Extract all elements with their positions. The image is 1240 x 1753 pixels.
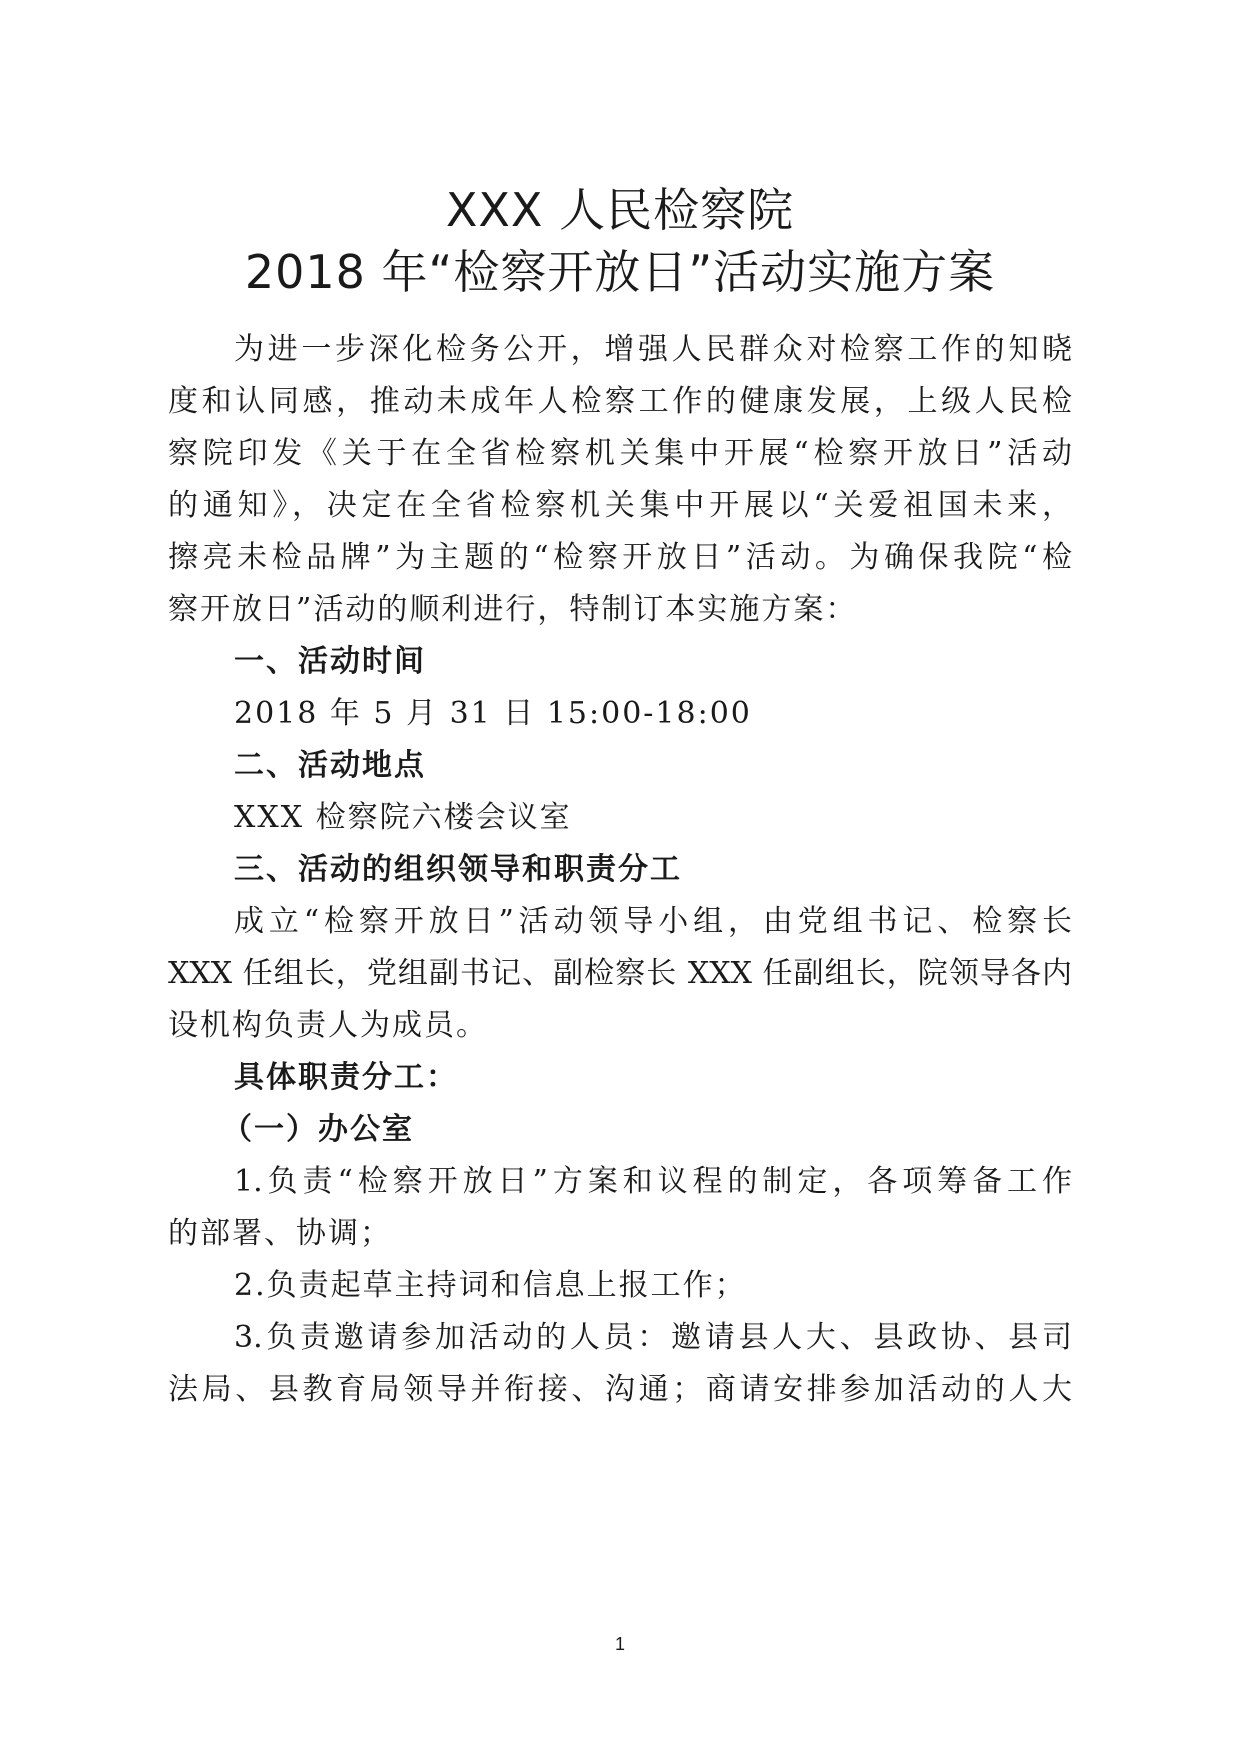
office-heading: （一）办公室 [222, 1112, 414, 1147]
duty-item-line: 的部署、协调； [168, 1216, 392, 1251]
duty-item-line: 法局、县教育局领导并衔接、沟通；商请安排参加活动的人大 [168, 1372, 1072, 1407]
intro-line: 擦亮未检品牌”为主题的“检察开放日”活动。为确保我院“检 [168, 540, 1072, 575]
page-number: 1 [614, 1634, 625, 1654]
section3-paragraph-line: 设机构负责人为成员。 [168, 1008, 488, 1043]
duty-item-line: 1.负责“检察开放日”方案和议程的制定，各项筹备工作 [234, 1164, 1072, 1199]
intro-line: 的通知》，决定在全省检察机关集中开展以“关爱祖国未来， [168, 488, 1072, 523]
activity-time: 2018 年 5 月 31 日 15:00-18:00 [234, 696, 752, 731]
intro-line: 察院印发《关于在全省检察机关集中开展“检察开放日”活动 [168, 436, 1072, 471]
duty-item-line: 2.负责起草主持词和信息上报工作； [234, 1268, 747, 1303]
section3-paragraph-line: XXX 任组长，党组副书记、副检察长 XXX 任副组长，院领导各内 [168, 956, 1072, 991]
document-title-line2: 2018 年“检察开放日”活动实施方案 [244, 245, 996, 299]
document-title-line1: XXX 人民检察院 [445, 183, 795, 237]
intro-line: 为进一步深化检务公开，增强人民群众对检察工作的知晓 [234, 332, 1072, 367]
section2-heading: 二、活动地点 [234, 748, 426, 783]
duty-item-line: 3.负责邀请参加活动的人员：邀请县人大、县政协、县司 [234, 1320, 1072, 1355]
duties-heading: 具体职责分工： [234, 1060, 458, 1095]
intro-line: 度和认同感，推动未成年人检察工作的健康发展，上级人民检 [168, 384, 1072, 419]
section1-heading: 一、活动时间 [234, 644, 426, 679]
intro-line: 察开放日”活动的顺利进行，特制订本实施方案： [168, 592, 858, 627]
section3-heading: 三、活动的组织领导和职责分工 [234, 852, 682, 887]
section3-paragraph-line: 成立“检察开放日”活动领导小组，由党组书记、检察长 [234, 904, 1072, 939]
activity-location: XXX 检察院六楼会议室 [234, 800, 572, 835]
